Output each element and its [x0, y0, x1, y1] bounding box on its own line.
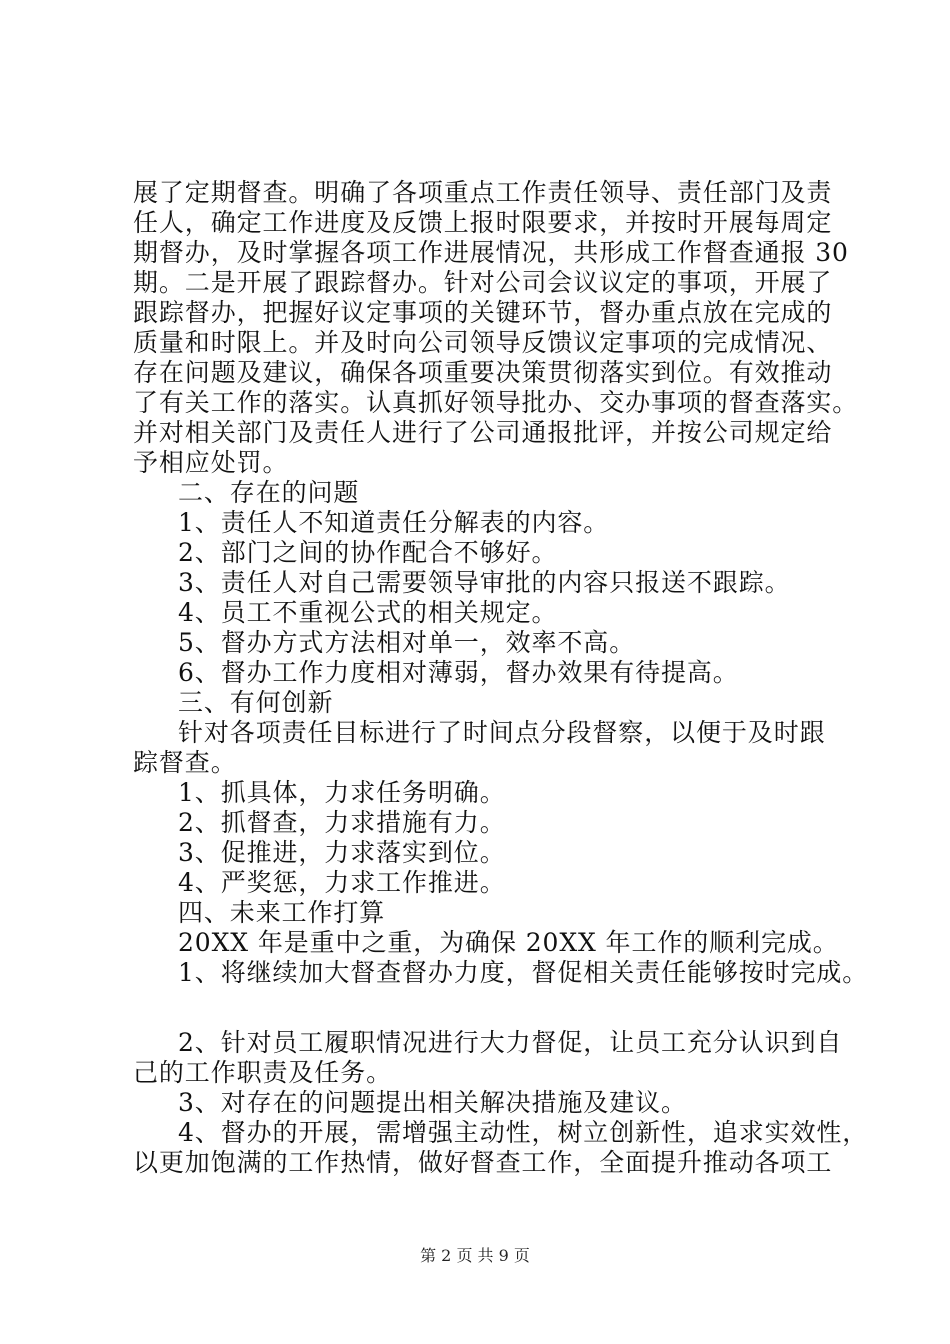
body-text-line: 任人，确定工作进度及反馈上报时限要求，并按时开展每周定 — [133, 208, 833, 237]
list-item: 3、责任人对自己需要领导审批的内容只报送不跟踪。 — [178, 568, 791, 597]
list-item: 2、针对员工履职情况进行大力督促，让员工充分认识到自 — [178, 1028, 843, 1057]
page-number-footer: 第 2 页 共 9 页 — [420, 1246, 530, 1265]
list-item: 1、责任人不知道责任分解表的内容。 — [178, 508, 610, 537]
list-item: 4、严奖惩，力求工作推进。 — [178, 868, 506, 897]
body-text-line: 己的工作职责及任务。 — [133, 1058, 393, 1087]
body-text-line: 展了定期督查。明确了各项重点工作责任领导、责任部门及责 — [133, 178, 833, 207]
body-text-line: 跟踪督办，把握好议定事项的关键环节，督办重点放在完成的 — [133, 298, 833, 327]
body-text-line: 以更加饱满的工作热情，做好督查工作，全面提升推动各项工 — [133, 1148, 833, 1177]
section-heading: 二、存在的问题 — [178, 478, 360, 507]
list-item: 6、督办工作力度相对薄弱，督办效果有待提高。 — [178, 658, 739, 687]
body-text-line: 期督办，及时掌握各项工作进展情况，共形成工作督查通报 30 — [133, 238, 849, 267]
body-text-line: 质量和时限上。并及时向公司领导反馈议定事项的完成情况、 — [133, 328, 833, 357]
section-heading: 三、有何创新 — [178, 688, 334, 717]
list-item: 4、督办的开展，需增强主动性，树立创新性，追求实效性， — [178, 1118, 869, 1147]
list-item: 5、督办方式方法相对单一，效率不高。 — [178, 628, 636, 657]
list-item: 4、员工不重视公式的相关规定。 — [178, 598, 558, 627]
body-text-line: 存在问题及建议，确保各项重要决策贯彻落实到位。有效推动 — [133, 358, 833, 387]
list-item: 2、抓督查，力求措施有力。 — [178, 808, 506, 837]
list-item: 3、对存在的问题提出相关解决措施及建议。 — [178, 1088, 687, 1117]
body-text-line: 踪督查。 — [133, 748, 237, 777]
list-item: 1、抓具体，力求任务明确。 — [178, 778, 506, 807]
list-item: 3、促推进，力求落实到位。 — [178, 838, 506, 867]
body-text-line: 了有关工作的落实。认真抓好领导批办、交办事项的督查落实。 — [133, 388, 859, 417]
body-text-line: 并对相关部门及责任人进行了公司通报批评，并按公司规定给 — [133, 418, 833, 447]
section-heading: 四、未来工作打算 — [178, 898, 386, 927]
body-text-line: 期。二是开展了跟踪督办。针对公司会议议定的事项，开展了 — [133, 268, 833, 297]
body-text-line: 予相应处罚。 — [133, 448, 289, 477]
list-item: 2、部门之间的协作配合不够好。 — [178, 538, 558, 567]
body-text-line: 针对各项责任目标进行了时间点分段督察，以便于及时跟 — [178, 718, 826, 747]
body-text-line: 20XX 年是重中之重，为确保 20XX 年工作的顺利完成。 — [178, 928, 839, 957]
list-item: 1、将继续加大督查督办力度，督促相关责任能够按时完成。 — [178, 958, 869, 987]
